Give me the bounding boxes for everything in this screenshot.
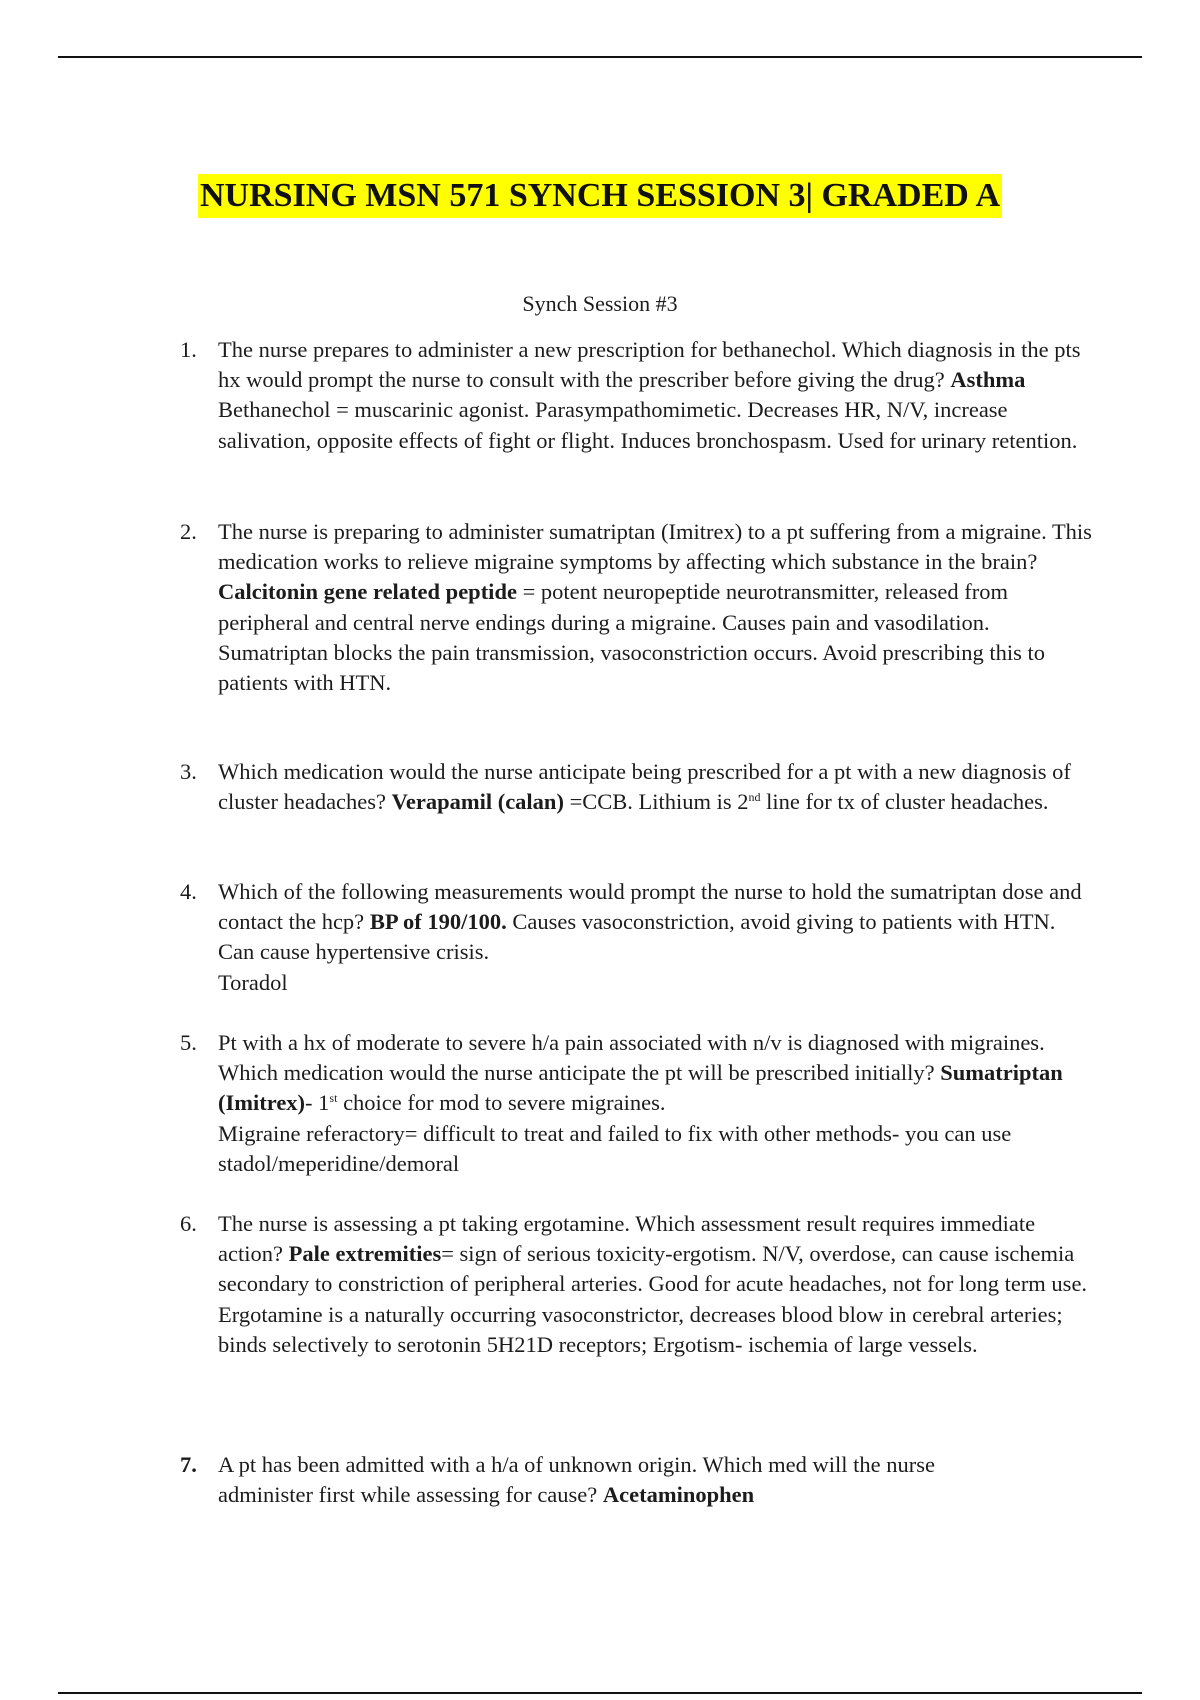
question-text: A pt has been admitted with a h/a of unknown origin. Which med will the nurse administer first while assessing for cause? [218,1452,935,1508]
answer: Asthma [950,367,1026,393]
document-title: NURSING MSN 571 SYNCH SESSION 3| GRADED A [198,174,1002,218]
explanation: = sign of serious toxicity-ergotism. N/V, overdose, can cause ischemia secondary to constriction of peripheral arteries. Good for acute headaches, not for long term use. Ergotamine is a naturally occurring vasoconstrictor, decreases blood blow in cerebral arteries; binds selectively to serotonin 5H21D receptors; Ergotism- ischemia of large vessels. [218,1241,1088,1357]
question-text: Which medication would the nurse anticipate being prescribed for a pt with a new diagnosis of cluster headaches? [218,759,1071,815]
answer: Calcitonin gene related peptide [218,579,517,605]
explanation: = potent neuropeptide neurotransmitter, released from peripheral and central nerve endings during a migraine. Causes pain and vasodilation. Sumatriptan blocks the pain transmission, vasoconstriction occurs. Avoid prescribing this to patients with HTN. [218,579,1045,696]
answer: Verapamil (calan) [391,789,564,815]
question-number: 3. [180,759,197,784]
question-number: 7. [180,1452,197,1477]
question-text: The nurse is assessing a pt taking ergotamine. Which assessment result requires immediate action? [218,1211,1036,1267]
question-text: The nurse is preparing to administer sumatriptan (Imitrex) to a pt suffering from a migraine. This medication works to relieve migraine symptoms by affecting which substance in the brain? [218,519,1092,575]
explanation: Bethanechol = muscarinic agonist. Parasympathomimetic. Decreases HR, N/V, increase salivation, opposite effects of fight or flight. Induces bronchospasm. Used for urinary retention. [218,397,1078,453]
answer: Pale extremities [288,1241,442,1267]
question-number: 1. [180,337,197,362]
question-1 [180,335,1095,456]
question-4 [180,877,1095,998]
explanation: Causes vasoconstriction, avoid giving to patients with HTN. Can cause hypertensive crisis. [218,909,1056,965]
superscript: nd [748,790,761,805]
question-5 [180,1028,1095,1179]
question-body [218,335,1095,456]
question-7 [180,1450,1095,1510]
explanation: - 1 [305,1090,330,1116]
question-body [218,1209,1095,1360]
question-text: Pt with a hx of moderate to severe h/a pain associated with n/v is diagnosed with migraines. Which medication would the nurse anticipate the pt will be prescribed initially? [218,1030,1045,1086]
document-subtitle: Synch Session #3 [522,291,678,316]
question-body [218,877,1095,998]
answer: Acetaminophen [602,1482,755,1508]
answer: BP of 190/100. [369,909,507,935]
explanation-cont: choice for mod to severe migraines. [337,1090,666,1116]
question-text: The nurse prepares to administer a new prescription for bethanechol. Which diagnosis in the pts hx would prompt the nurse to consult with the prescriber before giving the drug? [218,337,1081,393]
superscript: st [329,1091,338,1106]
question-body [218,517,1095,698]
top-rule [58,56,1142,58]
question-number: 5. [180,1030,197,1055]
question-number: 4. [180,879,197,904]
extra-note: Toradol [218,969,288,995]
question-number: 6. [180,1211,197,1236]
question-text: Which of the following measurements would prompt the nurse to hold the sumatriptan dose and contact the hcp? [218,879,1082,935]
answer: Sumatriptan (Imitrex) [218,1060,1063,1116]
question-number: 2. [180,519,197,544]
question-6 [180,1209,1095,1360]
question-body [218,1028,1095,1179]
explanation: =CCB. Lithium is 2 [563,789,749,815]
question-2 [180,517,1095,698]
extra-note: Migraine referactory= difficult to treat and failed to fix with other methods- you can use stadol/meperidine/demoral [218,1120,1012,1176]
question-3 [180,757,1095,817]
bottom-rule [58,1692,1142,1694]
explanation-cont: line for tx of cluster headaches. [760,789,1049,815]
question-body [218,757,1095,817]
question-body [218,1450,948,1510]
title-container [0,174,1200,218]
